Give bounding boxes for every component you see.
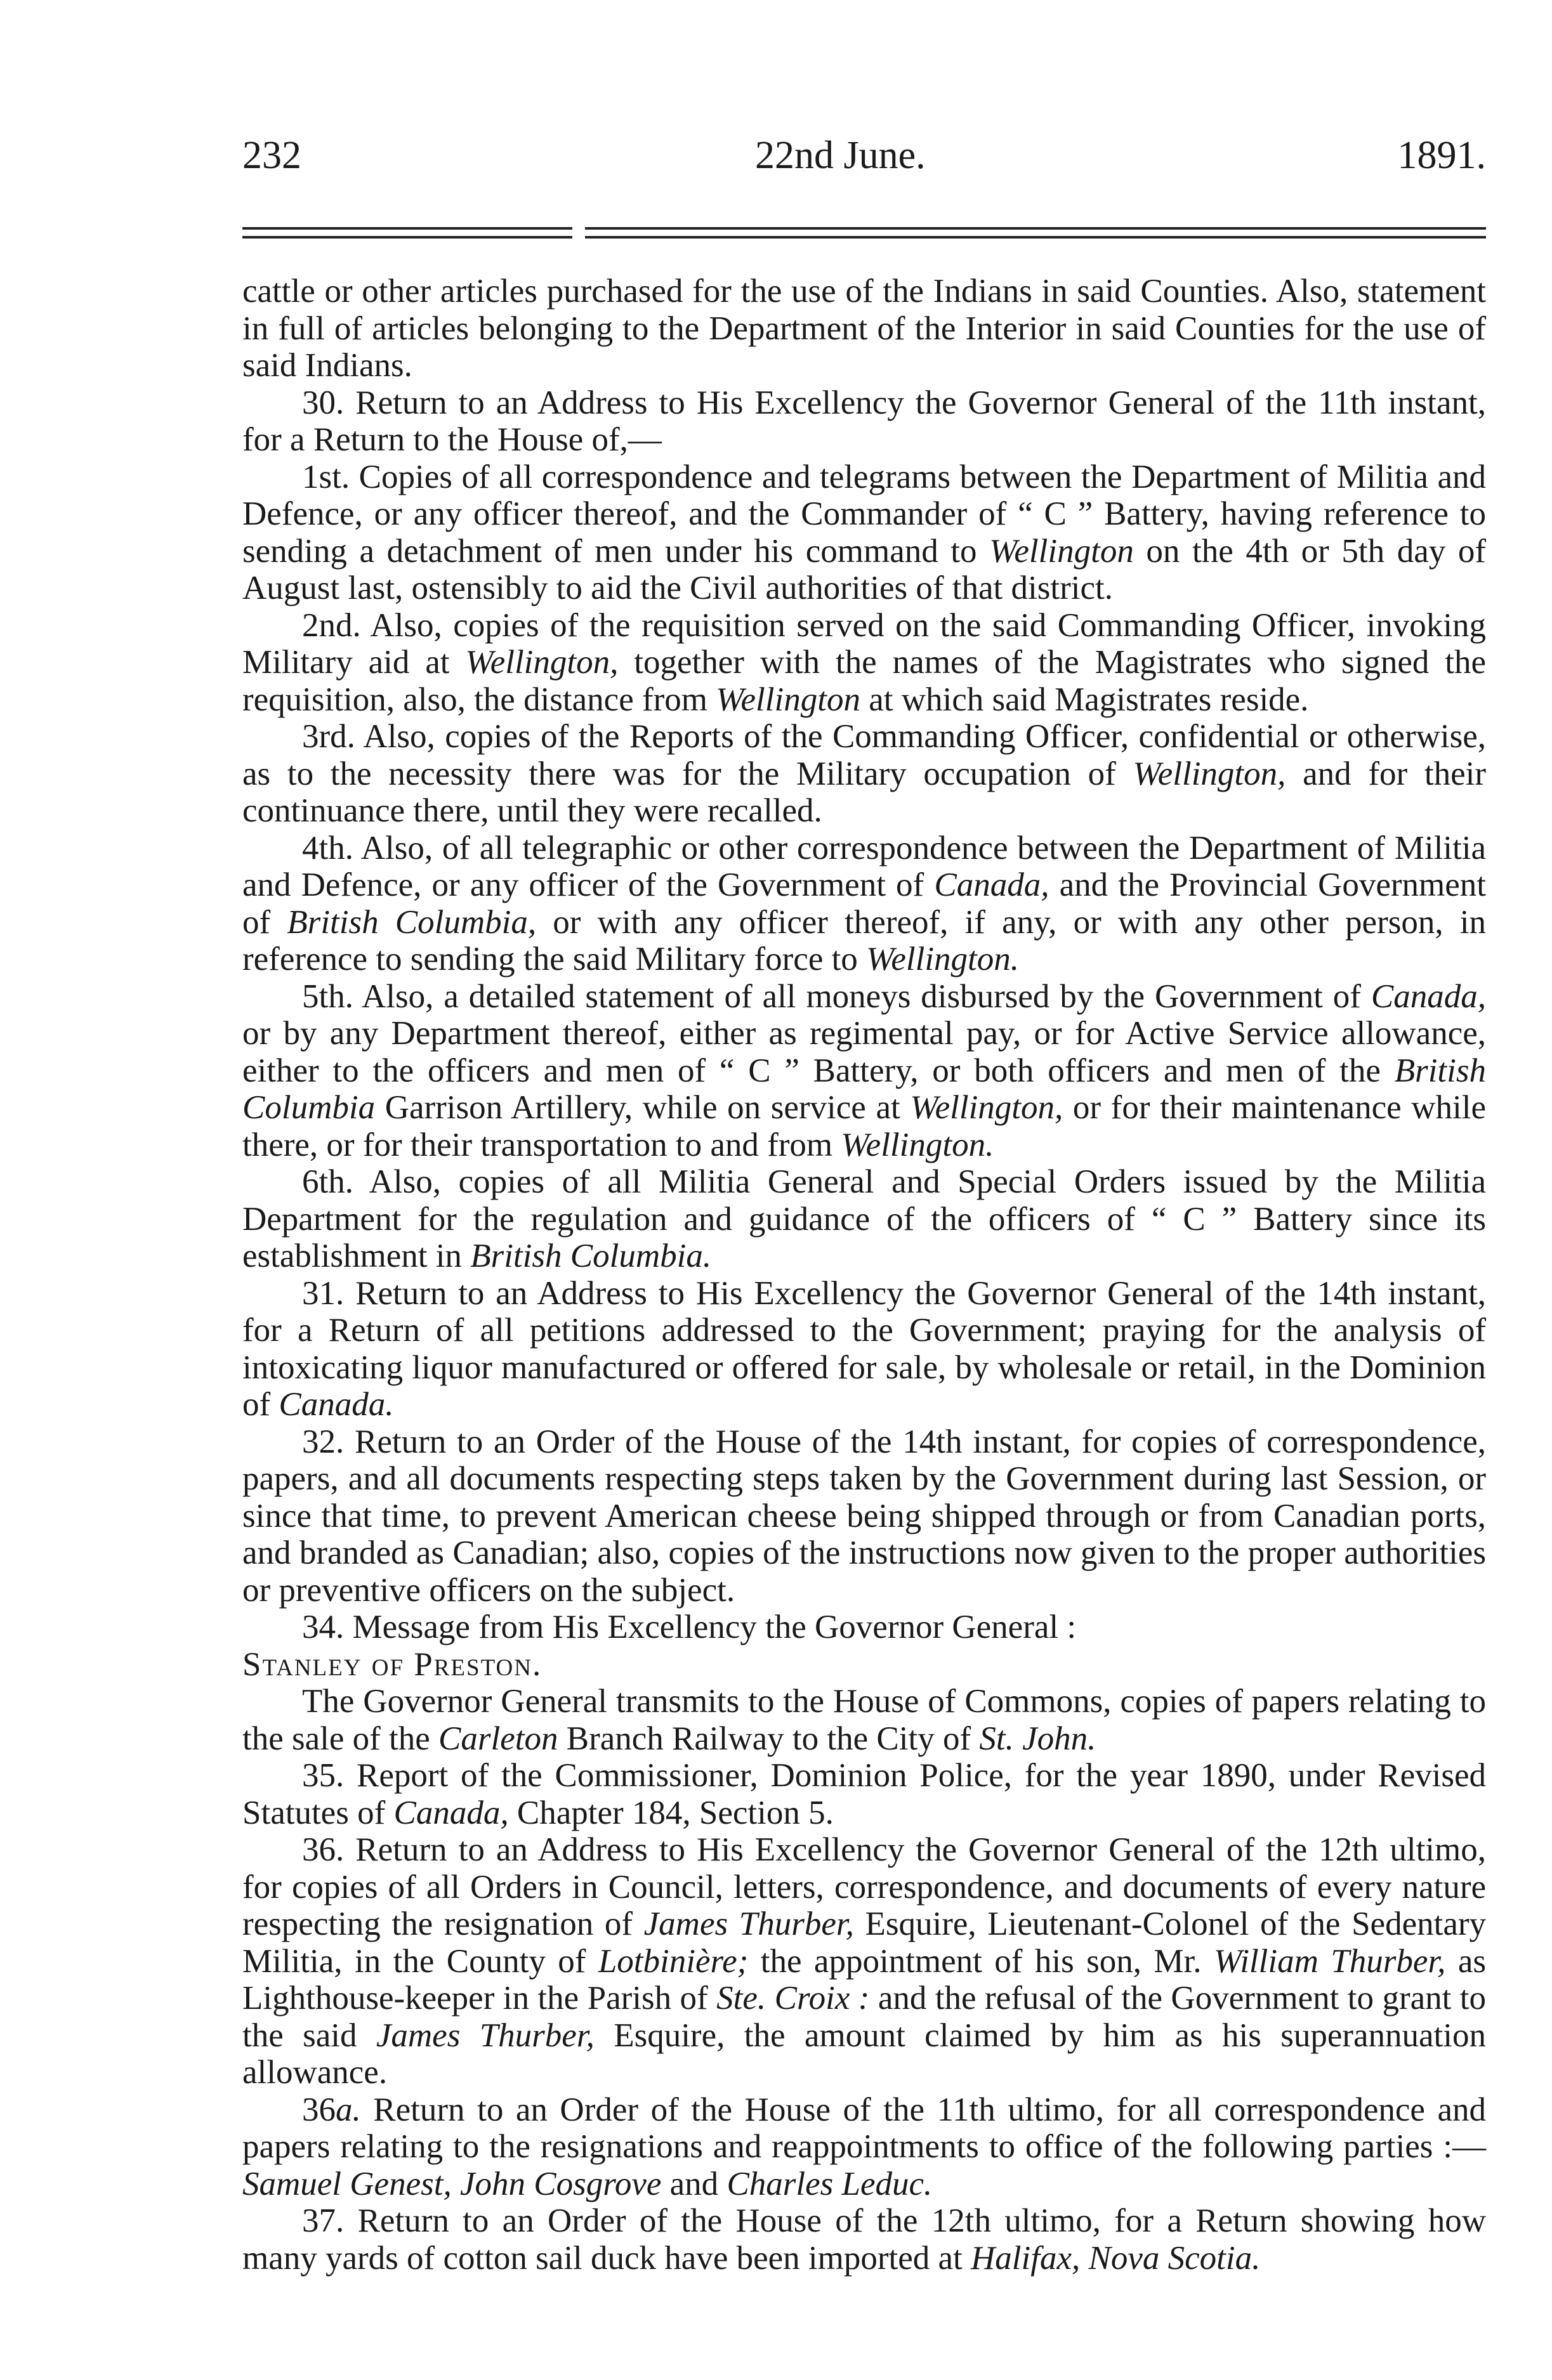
text-segment: together with the names of the Magistrates who signed the requisition, also, the distance from bbox=[242, 644, 1486, 718]
text-segment: Stanley of Preston. bbox=[242, 1645, 543, 1683]
paragraph-p32 bbox=[242, 1423, 1486, 1609]
text-segment: at which said Magistrates reside. bbox=[860, 681, 1309, 718]
header-rule-left bbox=[242, 227, 572, 230]
italic-text: Lotbinière; bbox=[598, 1942, 749, 1980]
italic-text: Canada. bbox=[279, 1386, 394, 1423]
italic-text: Carleton bbox=[438, 1720, 558, 1757]
paragraph-p30-4 bbox=[242, 830, 1486, 978]
paragraph-p35 bbox=[242, 1757, 1486, 1831]
text-segment: or with any officer thereof, if any, or with any other person, in reference to sending the said Military force to bbox=[242, 903, 1486, 978]
paragraph-p34 bbox=[242, 1609, 1486, 1646]
italic-text: British Columbia. bbox=[470, 1238, 712, 1274]
text-segment: 30. Return to an Address to His Excellency the Governor General of the 11th instant, for a Return to the House of,— bbox=[242, 384, 1486, 458]
paragraph-p31 bbox=[242, 1275, 1486, 1423]
italic-text: Canada, bbox=[393, 1794, 509, 1831]
text-segment: 36 bbox=[302, 2091, 336, 2128]
italic-text: James Thurber, bbox=[643, 1906, 854, 1942]
page-year: 1891. bbox=[1397, 134, 1486, 177]
text-segment: and for their continuance there, until they were recalled. bbox=[242, 755, 1486, 829]
italic-text: Ste. Croix : bbox=[716, 1980, 870, 2017]
text-segment: 31. Return to an Address to His Excellency the Governor General of the 14th instant, for a Return of all petitions addressed to the Government; praying for the analysis of intoxicating liquor manufactured or offered for sale, by wholesale or retail, in the Dominion of bbox=[242, 1274, 1486, 1423]
italic-text: Canada, bbox=[1371, 978, 1486, 1015]
document-body bbox=[242, 273, 1486, 2277]
italic-text: Wellington. bbox=[841, 1126, 994, 1163]
paragraph-p36a bbox=[242, 2091, 1486, 2203]
text-segment: or by any Department thereof, either as regimental pay, or for Active Service allowance, either to the officers and men of “ C ” Battery, or both officers and men of the bbox=[242, 1015, 1486, 1089]
text-segment: on the 4th or 5th day of August last, ostensibly to aid the Civil authorities of that district. bbox=[242, 532, 1486, 606]
text-segment: Garrison Artillery, while on service at bbox=[375, 1089, 911, 1126]
text-segment: 34. Message from His Excellency the Governor General : bbox=[302, 1609, 1077, 1645]
page-date: 22nd June. bbox=[755, 134, 926, 177]
paragraph-p0 bbox=[242, 273, 1486, 384]
text-segment: as Lighthouse-keeper in the Parish of bbox=[242, 1942, 1486, 2017]
italic-text: a. bbox=[336, 2091, 361, 2128]
text-segment: Branch Railway to the City of bbox=[558, 1720, 980, 1757]
text-segment: and the Provincial Government of bbox=[242, 866, 1487, 941]
text-segment: or for their maintenance while there, or for their transportation to and from bbox=[242, 1089, 1486, 1163]
text-segment: and the refusal of the Government to grant to the said bbox=[242, 1980, 1486, 2054]
text-segment: Esquire, the amount claimed by him as his superannuation allowance. bbox=[242, 2017, 1487, 2091]
paragraph-p30-6 bbox=[242, 1163, 1486, 1275]
header-rule-left-lower bbox=[242, 236, 572, 239]
text-segment: 37. Return to an Order of the House of the 12th ultimo, for a Return showing how many yards of cotton sail duck have been imported at bbox=[242, 2202, 1486, 2277]
italic-text: Wellington. bbox=[866, 941, 1020, 978]
text-segment: 6th. Also, copies of all Militia General and Special Orders issued by the Militia Department for the regulation and guidance of the officers of “ C ” Battery since its establishment in bbox=[242, 1163, 1486, 1274]
italic-text: Wellington, bbox=[465, 644, 619, 681]
paragraph-p36 bbox=[242, 1831, 1486, 2091]
paragraph-p30-5 bbox=[242, 978, 1486, 1164]
italic-text: British Columbia, bbox=[287, 903, 537, 941]
text-segment: Return to an Order of the House of the 11th ultimo, for all correspondence and papers relating to the resignations and reappointments to office of the following parties :— bbox=[242, 2091, 1486, 2165]
paragraph-p37 bbox=[242, 2202, 1486, 2277]
italic-text: British Columbia bbox=[242, 1052, 1486, 1126]
italic-text: Wellington, bbox=[1133, 755, 1286, 792]
text-segment: 2nd. Also, copies of the requisition served on the said Commanding Officer, invoking Military aid at bbox=[242, 606, 1486, 681]
italic-text: Halifax, Nova Scotia. bbox=[971, 2239, 1261, 2277]
paragraph-p30-3 bbox=[242, 718, 1486, 830]
italic-text: Charles Leduc. bbox=[727, 2165, 933, 2202]
text-segment: cattle or other articles purchased for the use of the Indians in said Counties. Also, statement in full of articles belonging to the Department of the Interior in said Counties for the use of said Indians. bbox=[242, 273, 1486, 384]
page-header bbox=[242, 133, 1486, 184]
italic-text: Wellington bbox=[716, 681, 860, 718]
text-segment: 32. Return to an Order of the House of the 14th instant, for copies of correspondence, papers, and all documents respecting steps taken by the Government during last Session, or since that time, to prevent American cheese being shipped through or from Canadian ports, and branded as Canadian; also, copies of the instructions now given to the proper authorities or preventive officers on the subject. bbox=[242, 1423, 1486, 1609]
page-number: 232 bbox=[242, 134, 301, 177]
italic-text: Wellington, bbox=[910, 1089, 1063, 1126]
text-segment: 36. Return to an Address to His Excellency the Governor General of the 12th ultimo, for copies of all Orders in Council, letters, correspondence, and documents of every nature respecting the resignation of bbox=[242, 1831, 1486, 1942]
text-segment: Esquire, Lieutenant-Colonel of the Sedentary Militia, in the County of bbox=[242, 1906, 1486, 1980]
italic-text: Canada, bbox=[934, 866, 1049, 903]
italic-text: Wellington bbox=[989, 532, 1134, 570]
text-segment: 35. Report of the Commissioner, Dominion Police, for the year 1890, under Revised Statutes of bbox=[242, 1757, 1486, 1831]
text-segment: The Governor General transmits to the House of Commons, copies of papers relating to the sale of the bbox=[242, 1683, 1486, 1757]
text-segment: 3rd. Also, copies of the Reports of the Commanding Officer, confidential or otherwise, as to the necessity there was for the Military occupation of bbox=[242, 718, 1486, 792]
header-rule-right-lower bbox=[585, 236, 1486, 239]
text-segment: the appointment of his son, Mr. bbox=[748, 1942, 1214, 1980]
signature-line bbox=[242, 1646, 1486, 1684]
text-segment: 4th. Also, of all telegraphic or other correspondence between the Department of Militia and Defence, or any officer of the Government of bbox=[242, 829, 1486, 903]
text-segment: Chapter 184, Section 5. bbox=[508, 1794, 834, 1831]
italic-text: James Thurber, bbox=[376, 2017, 595, 2054]
italic-text: William Thurber, bbox=[1213, 1942, 1446, 1980]
italic-text: Samuel Genest, John Cosgrove bbox=[242, 2165, 662, 2202]
paragraph-p30-2 bbox=[242, 607, 1486, 719]
header-rule-right bbox=[585, 227, 1486, 230]
text-segment: 5th. Also, a detailed statement of all moneys disbursed by the Government of bbox=[302, 978, 1371, 1015]
paragraph-p30-1 bbox=[242, 459, 1486, 607]
paragraph-p34-body bbox=[242, 1683, 1486, 1757]
italic-text: St. John. bbox=[979, 1720, 1096, 1757]
text-segment: and bbox=[661, 2165, 727, 2202]
text-segment: 1st. Copies of all correspondence and telegrams between the Department of Militia and Defence, or any officer thereof, and the Commander of “ C ” Battery, having reference to sending a detachment of men under his command to bbox=[242, 458, 1486, 570]
paragraph-p30 bbox=[242, 384, 1486, 459]
